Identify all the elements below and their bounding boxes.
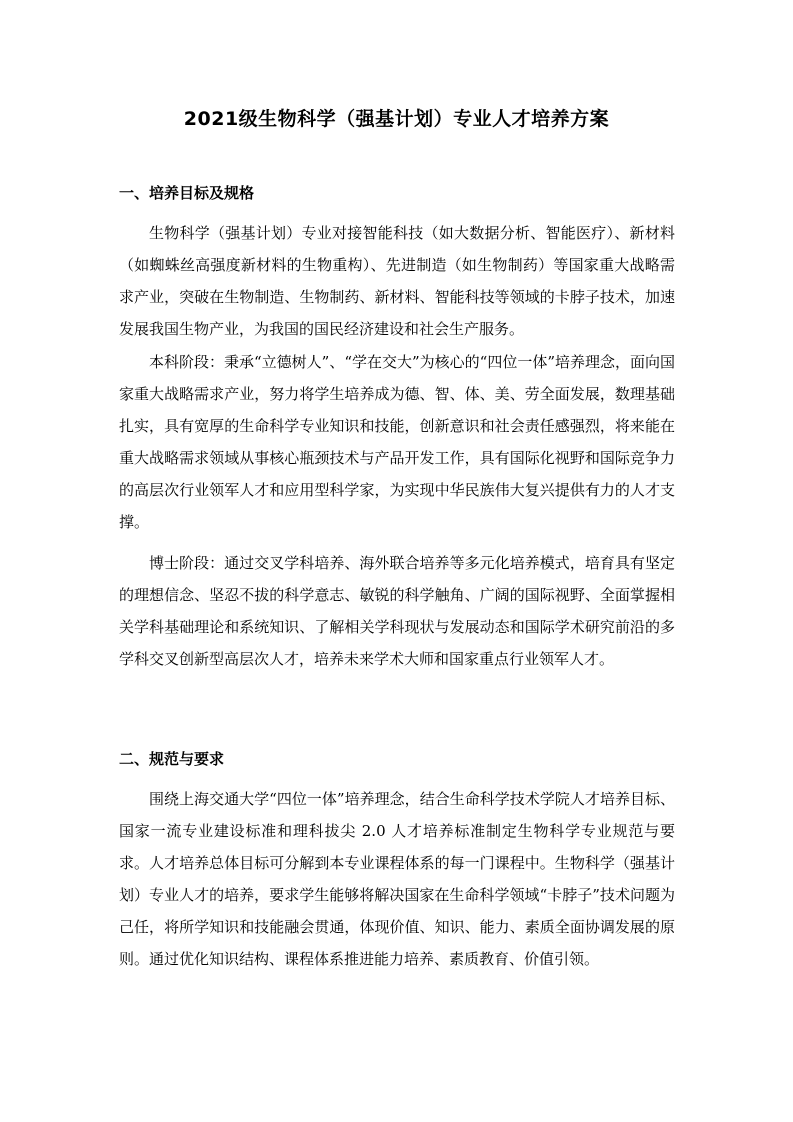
paragraph-program-overview: 生物科学（强基计划）专业对接智能科技（如大数据分析、智能医疗）、新材料（如蜘蛛丝高强度新材料的生物重构）、先进制造（如生物制药）等国家重大战略需求产业，突破在生物制造、生物制药、新材料、智能科技等领域的卡脖子技术，加速发展我国生物产业，为我国的国民经济建设和社会生产服务。	[119, 224, 675, 338]
section-heading-training-goals: 一、培养目标及规格	[119, 184, 255, 202]
paragraph-doctoral-stage: 博士阶段：通过交叉学科培养、海外联合培养等多元化培养模式，培育具有坚定的理想信念、坚忍不拔的科学意志、敏锐的科学触角、广阔的国际视野、全面掌握相关学科基础理论和系统知识、了解相关学科现状与发展动态和国际学术研究前沿的多学科交叉创新型高层次人才，培养未来学术大师和国家重点行业领军人才。	[119, 554, 675, 668]
document-title: 2021级生物科学（强基计划）专业人才培养方案	[183, 108, 610, 130]
paragraph-standards-requirements: 围绕上海交通大学“四位一体”培养理念，结合生命科学技术学院人才培养目标、国家一流专业建设标准和理科拔尖 2.0 人才培养标准制定生物科学专业规范与要求。人才培养总体目标可分解到本专业课程体系的每一门课程中。生物科学（强基计划）专业人才的培养，要求学生能够将解决国家在生命科学领域“卡脖子”技术问题为己任，将所学知识和技能融会贯通，体现价值、知识、能力、素质全面协调发展的原则。通过优化知识结构、课程体系推进能力培养、素质教育、价值引领。	[119, 790, 675, 968]
section-heading-standards-requirements: 二、规范与要求	[119, 750, 225, 768]
paragraph-undergraduate-stage: 本科阶段：秉承“立德树人”、“学在交大”为核心的“四位一体”培养理念，面向国家重大战略需求产业，努力将学生培养成为德、智、体、美、劳全面发展，数理基础扎实，具有宽厚的生命科学专业知识和技能，创新意识和社会责任感强烈，将来能在重大战略需求领域从事核心瓶颈技术与产品开发工作，具有国际化视野和国际竞争力的高层次行业领军人才和应用型科学家，为实现中华民族伟大复兴提供有力的人才支撑。	[119, 353, 676, 531]
